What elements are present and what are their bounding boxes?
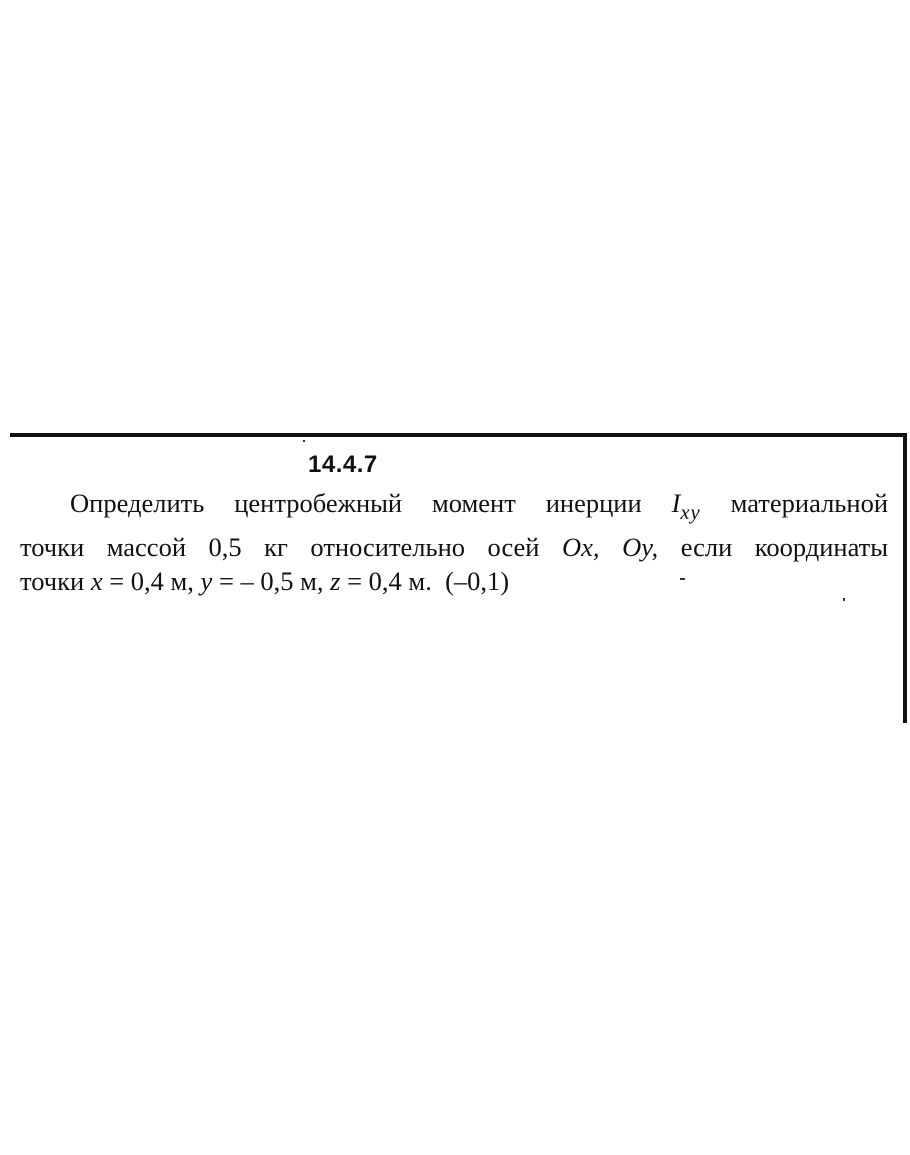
axis-oy: Oy,	[622, 532, 659, 563]
var-y: y	[200, 566, 213, 597]
frame-top-border	[10, 433, 907, 437]
problem-number: 14.4.7	[308, 451, 378, 478]
z-value: = 0,4 м.	[347, 566, 432, 597]
axis-ox: Ox,	[562, 532, 600, 563]
y-value: = – 0,5 м,	[218, 566, 324, 597]
scan-speck	[303, 440, 305, 442]
var-z: z	[330, 566, 341, 597]
statement-text: если координаты	[680, 532, 889, 563]
statement-line-3	[20, 564, 888, 598]
answer: (–0,1)	[445, 566, 510, 597]
frame-right-border	[903, 433, 907, 723]
statement-line-1	[20, 486, 888, 530]
statement-text: точки	[20, 566, 85, 597]
statement-text: материальной	[730, 488, 888, 518]
inertia-subscript: xy	[680, 502, 701, 525]
statement-text: Определить центробежный момент инерции	[70, 488, 642, 518]
var-x: x	[90, 566, 103, 597]
statement-line-2	[20, 530, 888, 564]
problem-statement	[20, 486, 888, 598]
scan-speck	[843, 598, 845, 601]
statement-text: точки массой 0,5 кг относительно осей	[20, 532, 540, 563]
x-value: = 0,4 м,	[109, 566, 194, 597]
inertia-symbol: I	[671, 488, 681, 518]
